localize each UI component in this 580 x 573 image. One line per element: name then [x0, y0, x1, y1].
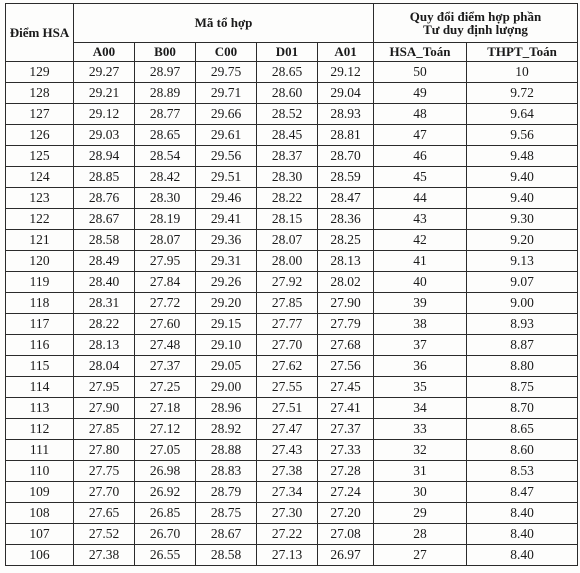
table-cell: 27.33 — [318, 440, 374, 461]
header-col-d01: D01 — [257, 43, 318, 62]
table-cell: 28.19 — [135, 209, 196, 230]
table-cell: 28.92 — [196, 419, 257, 440]
table-cell: 8.53 — [467, 461, 578, 482]
table-cell: 28.22 — [74, 314, 135, 335]
table-cell: 27.13 — [257, 545, 318, 566]
table-cell: 27.24 — [318, 482, 374, 503]
table-cell: 27.70 — [257, 335, 318, 356]
table-cell: 27.62 — [257, 356, 318, 377]
table-cell: 29.75 — [196, 62, 257, 83]
table-cell: 121 — [6, 230, 74, 251]
table-cell: 26.70 — [135, 524, 196, 545]
table-cell: 28.94 — [74, 146, 135, 167]
table-row — [6, 230, 578, 251]
table-cell: 28.22 — [257, 188, 318, 209]
table-cell: 119 — [6, 272, 74, 293]
table-cell: 27.43 — [257, 440, 318, 461]
table-cell: 29.71 — [196, 83, 257, 104]
table-cell: 28.96 — [196, 398, 257, 419]
table-cell: 27.77 — [257, 314, 318, 335]
table-cell: 29.12 — [318, 62, 374, 83]
table-cell: 8.87 — [467, 335, 578, 356]
table-cell: 8.75 — [467, 377, 578, 398]
table-cell: 9.72 — [467, 83, 578, 104]
table-cell: 27.25 — [135, 377, 196, 398]
table-cell: 108 — [6, 503, 74, 524]
table-cell: 41 — [374, 251, 467, 272]
table-cell: 28.79 — [196, 482, 257, 503]
table-cell: 8.93 — [467, 314, 578, 335]
table-row — [6, 62, 578, 83]
table-cell: 28.85 — [74, 167, 135, 188]
table-cell: 45 — [374, 167, 467, 188]
table-cell: 28.67 — [196, 524, 257, 545]
table-cell: 27.30 — [257, 503, 318, 524]
table-cell: 27.95 — [135, 251, 196, 272]
table-cell: 112 — [6, 419, 74, 440]
table-cell: 28.97 — [135, 62, 196, 83]
table-row — [6, 440, 578, 461]
table-cell: 28.54 — [135, 146, 196, 167]
table-cell: 128 — [6, 83, 74, 104]
table-cell: 26.92 — [135, 482, 196, 503]
table-cell: 28.13 — [318, 251, 374, 272]
table-cell: 48 — [374, 104, 467, 125]
table-cell: 29.26 — [196, 272, 257, 293]
table-row — [6, 167, 578, 188]
table-cell: 27.65 — [74, 503, 135, 524]
table-cell: 28.42 — [135, 167, 196, 188]
table-cell: 27.08 — [318, 524, 374, 545]
table-cell: 9.07 — [467, 272, 578, 293]
table-cell: 29.03 — [74, 125, 135, 146]
header-row-columns — [6, 43, 578, 62]
table-cell: 27.28 — [318, 461, 374, 482]
table-body — [6, 62, 578, 566]
table-cell: 113 — [6, 398, 74, 419]
table-cell: 8.47 — [467, 482, 578, 503]
table-cell: 27.48 — [135, 335, 196, 356]
table-row — [6, 188, 578, 209]
table-cell: 28.04 — [74, 356, 135, 377]
table-cell: 28.02 — [318, 272, 374, 293]
table-cell: 27.41 — [318, 398, 374, 419]
table-cell: 9.56 — [467, 125, 578, 146]
table-cell: 123 — [6, 188, 74, 209]
table-cell: 29.31 — [196, 251, 257, 272]
table-cell: 42 — [374, 230, 467, 251]
table-cell: 28.15 — [257, 209, 318, 230]
table-row — [6, 83, 578, 104]
table-cell: 27.75 — [74, 461, 135, 482]
table-cell: 9.00 — [467, 293, 578, 314]
table-cell: 129 — [6, 62, 74, 83]
table-row — [6, 104, 578, 125]
table-cell: 37 — [374, 335, 467, 356]
table-row — [6, 146, 578, 167]
table-cell: 114 — [6, 377, 74, 398]
table-cell: 9.20 — [467, 230, 578, 251]
header-col-a00: A00 — [74, 43, 135, 62]
table-row — [6, 293, 578, 314]
table-cell: 8.65 — [467, 419, 578, 440]
table-cell: 27.38 — [257, 461, 318, 482]
table-row — [6, 461, 578, 482]
header-conversion-group — [374, 4, 578, 43]
table-cell: 27.05 — [135, 440, 196, 461]
table-cell: 29.66 — [196, 104, 257, 125]
table-cell: 27.85 — [74, 419, 135, 440]
header-hsa-score — [6, 4, 74, 62]
table-cell: 28.37 — [257, 146, 318, 167]
table-cell: 27.85 — [257, 293, 318, 314]
table-cell: 28.76 — [74, 188, 135, 209]
table-cell: 29 — [374, 503, 467, 524]
table-cell: 28.65 — [135, 125, 196, 146]
table-cell: 28.83 — [196, 461, 257, 482]
table-cell: 28.93 — [318, 104, 374, 125]
table-cell: 118 — [6, 293, 74, 314]
header-col-hsa-toan: HSA_Toán — [374, 43, 467, 62]
table-cell: 32 — [374, 440, 467, 461]
table-cell: 120 — [6, 251, 74, 272]
table-cell: 27.92 — [257, 272, 318, 293]
table-cell: 29.10 — [196, 335, 257, 356]
table-cell: 29.04 — [318, 83, 374, 104]
table-cell: 28.65 — [257, 62, 318, 83]
table-cell: 29.56 — [196, 146, 257, 167]
table-cell: 28.13 — [74, 335, 135, 356]
table-cell: 28.60 — [257, 83, 318, 104]
table-cell: 26.97 — [318, 545, 374, 566]
table-cell: 27.47 — [257, 419, 318, 440]
table-cell: 28.70 — [318, 146, 374, 167]
table-cell: 44 — [374, 188, 467, 209]
table-cell: 50 — [374, 62, 467, 83]
table-cell: 8.60 — [467, 440, 578, 461]
table-cell: 8.70 — [467, 398, 578, 419]
table-cell: 115 — [6, 356, 74, 377]
table-cell: 8.80 — [467, 356, 578, 377]
table-cell: 29.36 — [196, 230, 257, 251]
table-cell: 9.13 — [467, 251, 578, 272]
table-cell: 28.52 — [257, 104, 318, 125]
table-cell: 29.61 — [196, 125, 257, 146]
table-cell: 43 — [374, 209, 467, 230]
table-cell: 27.70 — [74, 482, 135, 503]
table-cell: 27.34 — [257, 482, 318, 503]
table-row — [6, 503, 578, 524]
table-cell: 9.40 — [467, 188, 578, 209]
score-conversion-table — [5, 3, 578, 566]
table-cell: 27.95 — [74, 377, 135, 398]
table-cell: 27.12 — [135, 419, 196, 440]
table-cell: 9.48 — [467, 146, 578, 167]
table-cell: 28.58 — [74, 230, 135, 251]
table-cell: 106 — [6, 545, 74, 566]
table-cell: 46 — [374, 146, 467, 167]
table-cell: 28.75 — [196, 503, 257, 524]
table-row — [6, 482, 578, 503]
table-cell: 27.56 — [318, 356, 374, 377]
table-cell: 27.22 — [257, 524, 318, 545]
table-cell: 8.40 — [467, 545, 578, 566]
table-cell: 125 — [6, 146, 74, 167]
table-cell: 28.30 — [257, 167, 318, 188]
table-cell: 29.20 — [196, 293, 257, 314]
table-cell: 27.68 — [318, 335, 374, 356]
table-cell: 26.98 — [135, 461, 196, 482]
table-cell: 109 — [6, 482, 74, 503]
table-cell: 28.36 — [318, 209, 374, 230]
table-cell: 27.79 — [318, 314, 374, 335]
table-cell: 27.51 — [257, 398, 318, 419]
table-row — [6, 545, 578, 566]
table-cell: 29.15 — [196, 314, 257, 335]
table-row — [6, 377, 578, 398]
table-cell: 29.41 — [196, 209, 257, 230]
table-cell: 27.37 — [318, 419, 374, 440]
table-cell: 31 — [374, 461, 467, 482]
table-row — [6, 314, 578, 335]
header-col-a01: A01 — [318, 43, 374, 62]
header-combination-group: Mã tổ hợp — [74, 4, 374, 43]
table-cell: 28.77 — [135, 104, 196, 125]
table-cell: 40 — [374, 272, 467, 293]
table-row — [6, 356, 578, 377]
table-cell: 27.37 — [135, 356, 196, 377]
table-cell: 28.47 — [318, 188, 374, 209]
table-cell: 39 — [374, 293, 467, 314]
table-cell: 29.05 — [196, 356, 257, 377]
table-cell: 126 — [6, 125, 74, 146]
table-cell: 27.90 — [318, 293, 374, 314]
table-cell: 9.40 — [467, 167, 578, 188]
table-row — [6, 398, 578, 419]
table-cell: 124 — [6, 167, 74, 188]
table-cell: 35 — [374, 377, 467, 398]
table-row — [6, 335, 578, 356]
table-row — [6, 524, 578, 545]
table-cell: 28.00 — [257, 251, 318, 272]
table-cell: 36 — [374, 356, 467, 377]
header-hsa-score-label: Điểm HSA — [9, 25, 70, 40]
table-cell: 28.25 — [318, 230, 374, 251]
table-cell: 29.21 — [74, 83, 135, 104]
table-cell: 28.30 — [135, 188, 196, 209]
table-cell: 29.51 — [196, 167, 257, 188]
table-cell: 33 — [374, 419, 467, 440]
table-cell: 107 — [6, 524, 74, 545]
table-cell: 26.55 — [135, 545, 196, 566]
table-cell: 29.00 — [196, 377, 257, 398]
header-conversion-line2: Tư duy định lượng — [423, 22, 528, 37]
table-cell: 28.58 — [196, 545, 257, 566]
table-cell: 27.60 — [135, 314, 196, 335]
table-cell: 27.52 — [74, 524, 135, 545]
table-cell: 29.46 — [196, 188, 257, 209]
table-row — [6, 251, 578, 272]
table-cell: 27.84 — [135, 272, 196, 293]
table-cell: 28.31 — [74, 293, 135, 314]
table-cell: 28.07 — [135, 230, 196, 251]
table-cell: 27.18 — [135, 398, 196, 419]
table-cell: 27.55 — [257, 377, 318, 398]
table-cell: 28.45 — [257, 125, 318, 146]
table-cell: 28.59 — [318, 167, 374, 188]
table-cell: 8.40 — [467, 524, 578, 545]
table-cell: 27 — [374, 545, 467, 566]
header-col-b00: B00 — [135, 43, 196, 62]
header-conversion-line1: Quy đổi điểm hợp phần — [409, 9, 542, 24]
table-cell: 127 — [6, 104, 74, 125]
table-cell: 28.89 — [135, 83, 196, 104]
table-cell: 49 — [374, 83, 467, 104]
header-col-thpt-toan: THPT_Toán — [467, 43, 578, 62]
table-cell: 27.80 — [74, 440, 135, 461]
table-cell: 110 — [6, 461, 74, 482]
table-cell: 117 — [6, 314, 74, 335]
table-cell: 47 — [374, 125, 467, 146]
table-cell: 10 — [467, 62, 578, 83]
table-cell: 8.40 — [467, 503, 578, 524]
table-cell: 28.81 — [318, 125, 374, 146]
table-cell: 28.40 — [74, 272, 135, 293]
table-cell: 38 — [374, 314, 467, 335]
table-cell: 27.90 — [74, 398, 135, 419]
table-cell: 29.12 — [74, 104, 135, 125]
table-cell: 116 — [6, 335, 74, 356]
table-row — [6, 125, 578, 146]
table-row — [6, 419, 578, 440]
header-col-c00: C00 — [196, 43, 257, 62]
table-cell: 27.45 — [318, 377, 374, 398]
table-row — [6, 272, 578, 293]
table-cell: 28.49 — [74, 251, 135, 272]
table-cell: 29.27 — [74, 62, 135, 83]
table-cell: 28.88 — [196, 440, 257, 461]
header-row-group — [6, 4, 578, 43]
table-cell: 9.64 — [467, 104, 578, 125]
table-cell: 28 — [374, 524, 467, 545]
table-cell: 34 — [374, 398, 467, 419]
table-cell: 9.30 — [467, 209, 578, 230]
table-cell: 27.20 — [318, 503, 374, 524]
table-cell: 122 — [6, 209, 74, 230]
table-row — [6, 209, 578, 230]
table-cell: 30 — [374, 482, 467, 503]
table-cell: 27.72 — [135, 293, 196, 314]
table-cell: 28.67 — [74, 209, 135, 230]
table-cell: 111 — [6, 440, 74, 461]
table-cell: 27.38 — [74, 545, 135, 566]
table-cell: 28.07 — [257, 230, 318, 251]
table-cell: 26.85 — [135, 503, 196, 524]
